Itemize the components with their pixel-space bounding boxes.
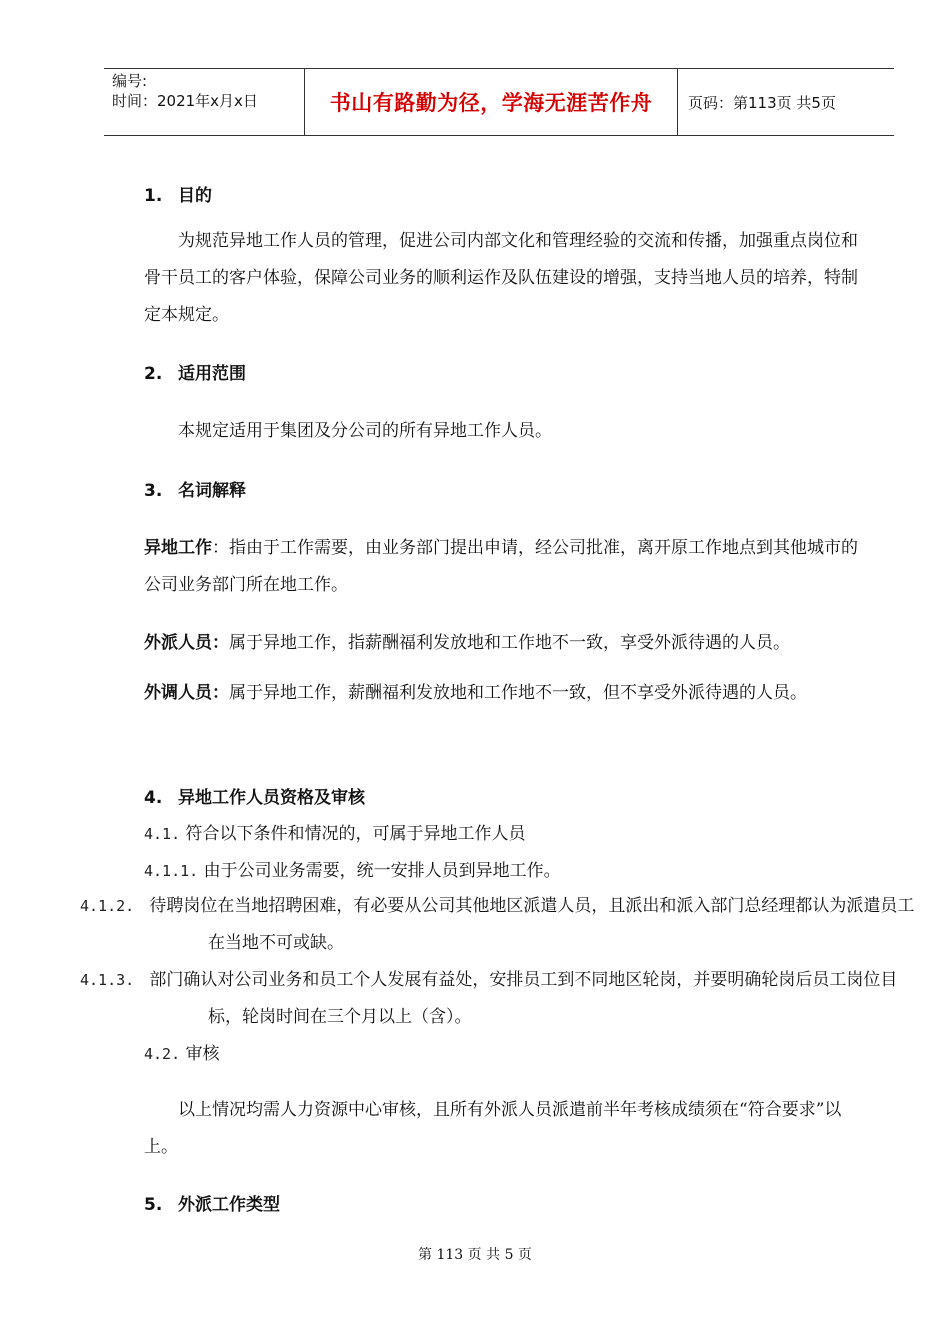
time-label: 时间：2021年x月x日 xyxy=(112,92,258,110)
page-header xyxy=(104,68,894,136)
term-definition: 外派人员：属于异地工作，指薪酬福利发放地和工作地不一致，享受外派待遇的人员。 xyxy=(144,633,790,653)
list-item: 4.1.1. 由于公司业务需要，统一安排人员到异地工作。 xyxy=(144,861,561,881)
term-definition: 外调人员：属于异地工作，薪酬福利发放地和工作地不一致，但不享受外派待遇的人员。 xyxy=(144,683,807,703)
list-item: 4.1.2. 待聘岗位在当地招聘困难，有必要从公司其他地区派遣人员，且派出和派入部门总经理都认为派遣员工在当地不可或缺。 xyxy=(80,896,915,953)
list-item: 4.2. 审核 xyxy=(144,1044,220,1064)
section-heading-4: 4. 异地工作人员资格及审核 xyxy=(144,788,365,808)
section-heading-5: 5. 外派工作类型 xyxy=(144,1195,280,1215)
term-definition: 异地工作：指由于工作需要，由业务部门提出申请，经公司批准，离开原工作地点到其他城市的公司业务部门所在地工作。 xyxy=(144,538,858,595)
page-footer: 第 113 页 共 5 页 xyxy=(418,1247,532,1263)
header-motto: 书山有路勤为径，学海无涯苦作舟 xyxy=(305,69,678,135)
header-page-label: 页码：第113页 共5页 xyxy=(688,93,836,112)
number-label: 编号: xyxy=(112,72,148,90)
list-item: 4.1. 符合以下条件和情况的，可属于异地工作人员 xyxy=(144,824,526,844)
section-heading-3: 3. 名词解释 xyxy=(144,481,246,501)
list-item: 4.1.3. 部门确认对公司业务和员工个人发展有益处，安排员工到不同地区轮岗，并要明确轮岗后员工岗位目标，轮岗时间在三个月以上（含）。 xyxy=(80,970,898,1027)
section-2-paragraph: 本规定适用于集团及分公司的所有异地工作人员。 xyxy=(178,421,552,441)
header-meta xyxy=(104,69,305,135)
section-heading-2: 2. 适用范围 xyxy=(144,364,246,384)
section-heading-1: 1. 目的 xyxy=(144,186,212,206)
section-1-paragraph: 为规范异地工作人员的管理，促进公司内部文化和管理经验的交流和传播，加强重点岗位和骨干员工的客户体验，保障公司业务的顺利运作及队伍建设的增强，支持当地人员的培养，特制定本规定。 xyxy=(144,231,858,325)
section-4-paragraph: 以上情况均需人力资源中心审核，且所有外派人员派遣前半年考核成绩须在“符合要求”以上。 xyxy=(144,1100,842,1157)
